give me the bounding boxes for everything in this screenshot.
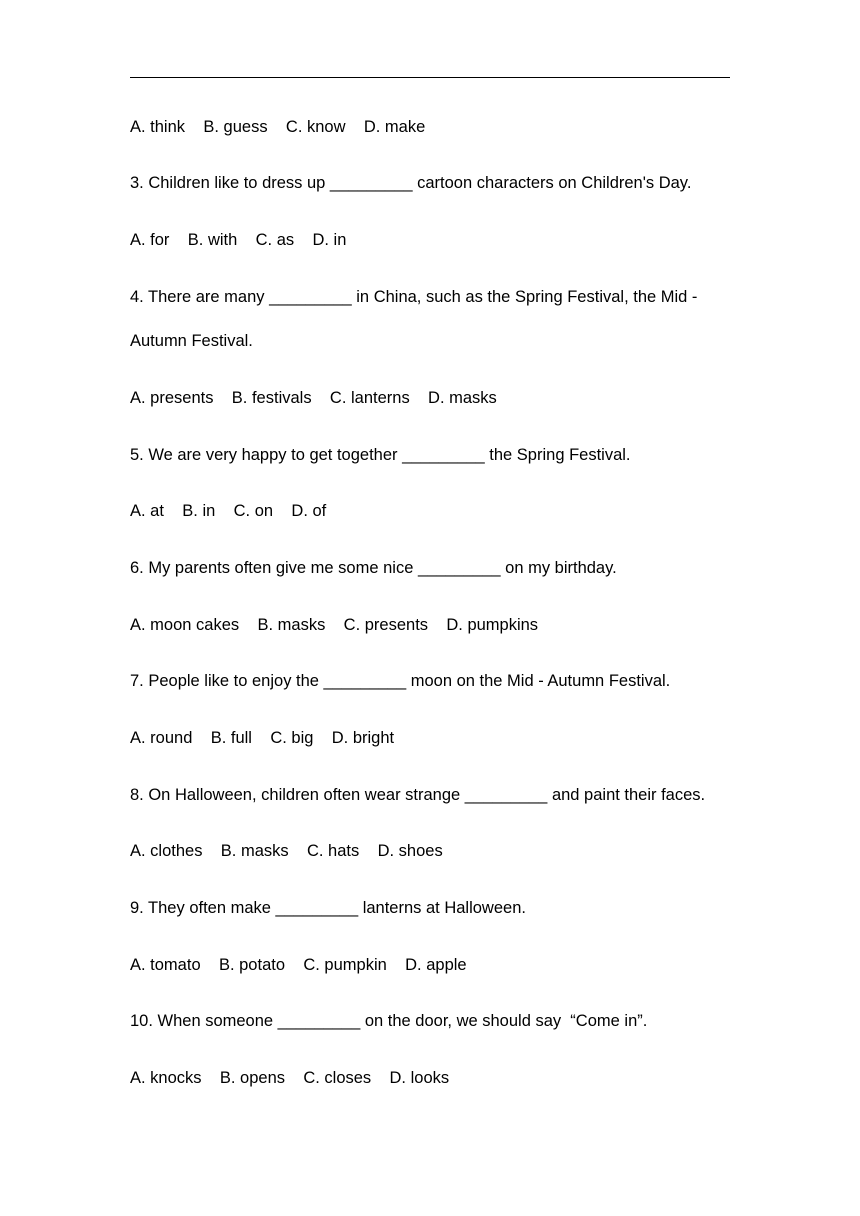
question-8: 8. On Halloween, children often wear strange _________ and paint their faces.	[130, 786, 706, 804]
question-7: 7. People like to enjoy the _________ moon on the Mid - Autumn Festival.	[130, 672, 671, 690]
question-5: 5. We are very happy to get together _________ the Spring Festival.	[130, 446, 631, 464]
header-rule	[130, 77, 730, 78]
options-line-q9: A. tomato B. potato C. pumpkin D. apple	[130, 956, 467, 974]
question-6: 6. My parents often give me some nice _________ on my birthday.	[130, 559, 617, 577]
options-line-q5: A. at B. in C. on D. of	[130, 502, 327, 520]
question-10: 10. When someone _________ on the door, we should say “Come in”.	[130, 1012, 648, 1030]
question-9: 9. They often make _________ lanterns at Halloween.	[130, 899, 526, 917]
options-line-q4: A. presents B. festivals C. lanterns D. masks	[130, 389, 497, 407]
question-4: 4. There are many _________ in China, such as the Spring Festival, the Mid -	[130, 288, 698, 306]
options-line-q2: A. think B. guess C. know D. make	[130, 118, 426, 136]
question-4-continued: Autumn Festival.	[130, 332, 253, 350]
options-line-q7: A. round B. full C. big D. bright	[130, 729, 395, 747]
question-3: 3. Children like to dress up _________ cartoon characters on Children's Day.	[130, 174, 692, 192]
options-line-q6: A. moon cakes B. masks C. presents D. pumpkins	[130, 616, 539, 634]
options-line-q8: A. clothes B. masks C. hats D. shoes	[130, 842, 443, 860]
options-line-q3: A. for B. with C. as D. in	[130, 231, 347, 249]
options-line-q10: A. knocks B. opens C. closes D. looks	[130, 1069, 450, 1087]
